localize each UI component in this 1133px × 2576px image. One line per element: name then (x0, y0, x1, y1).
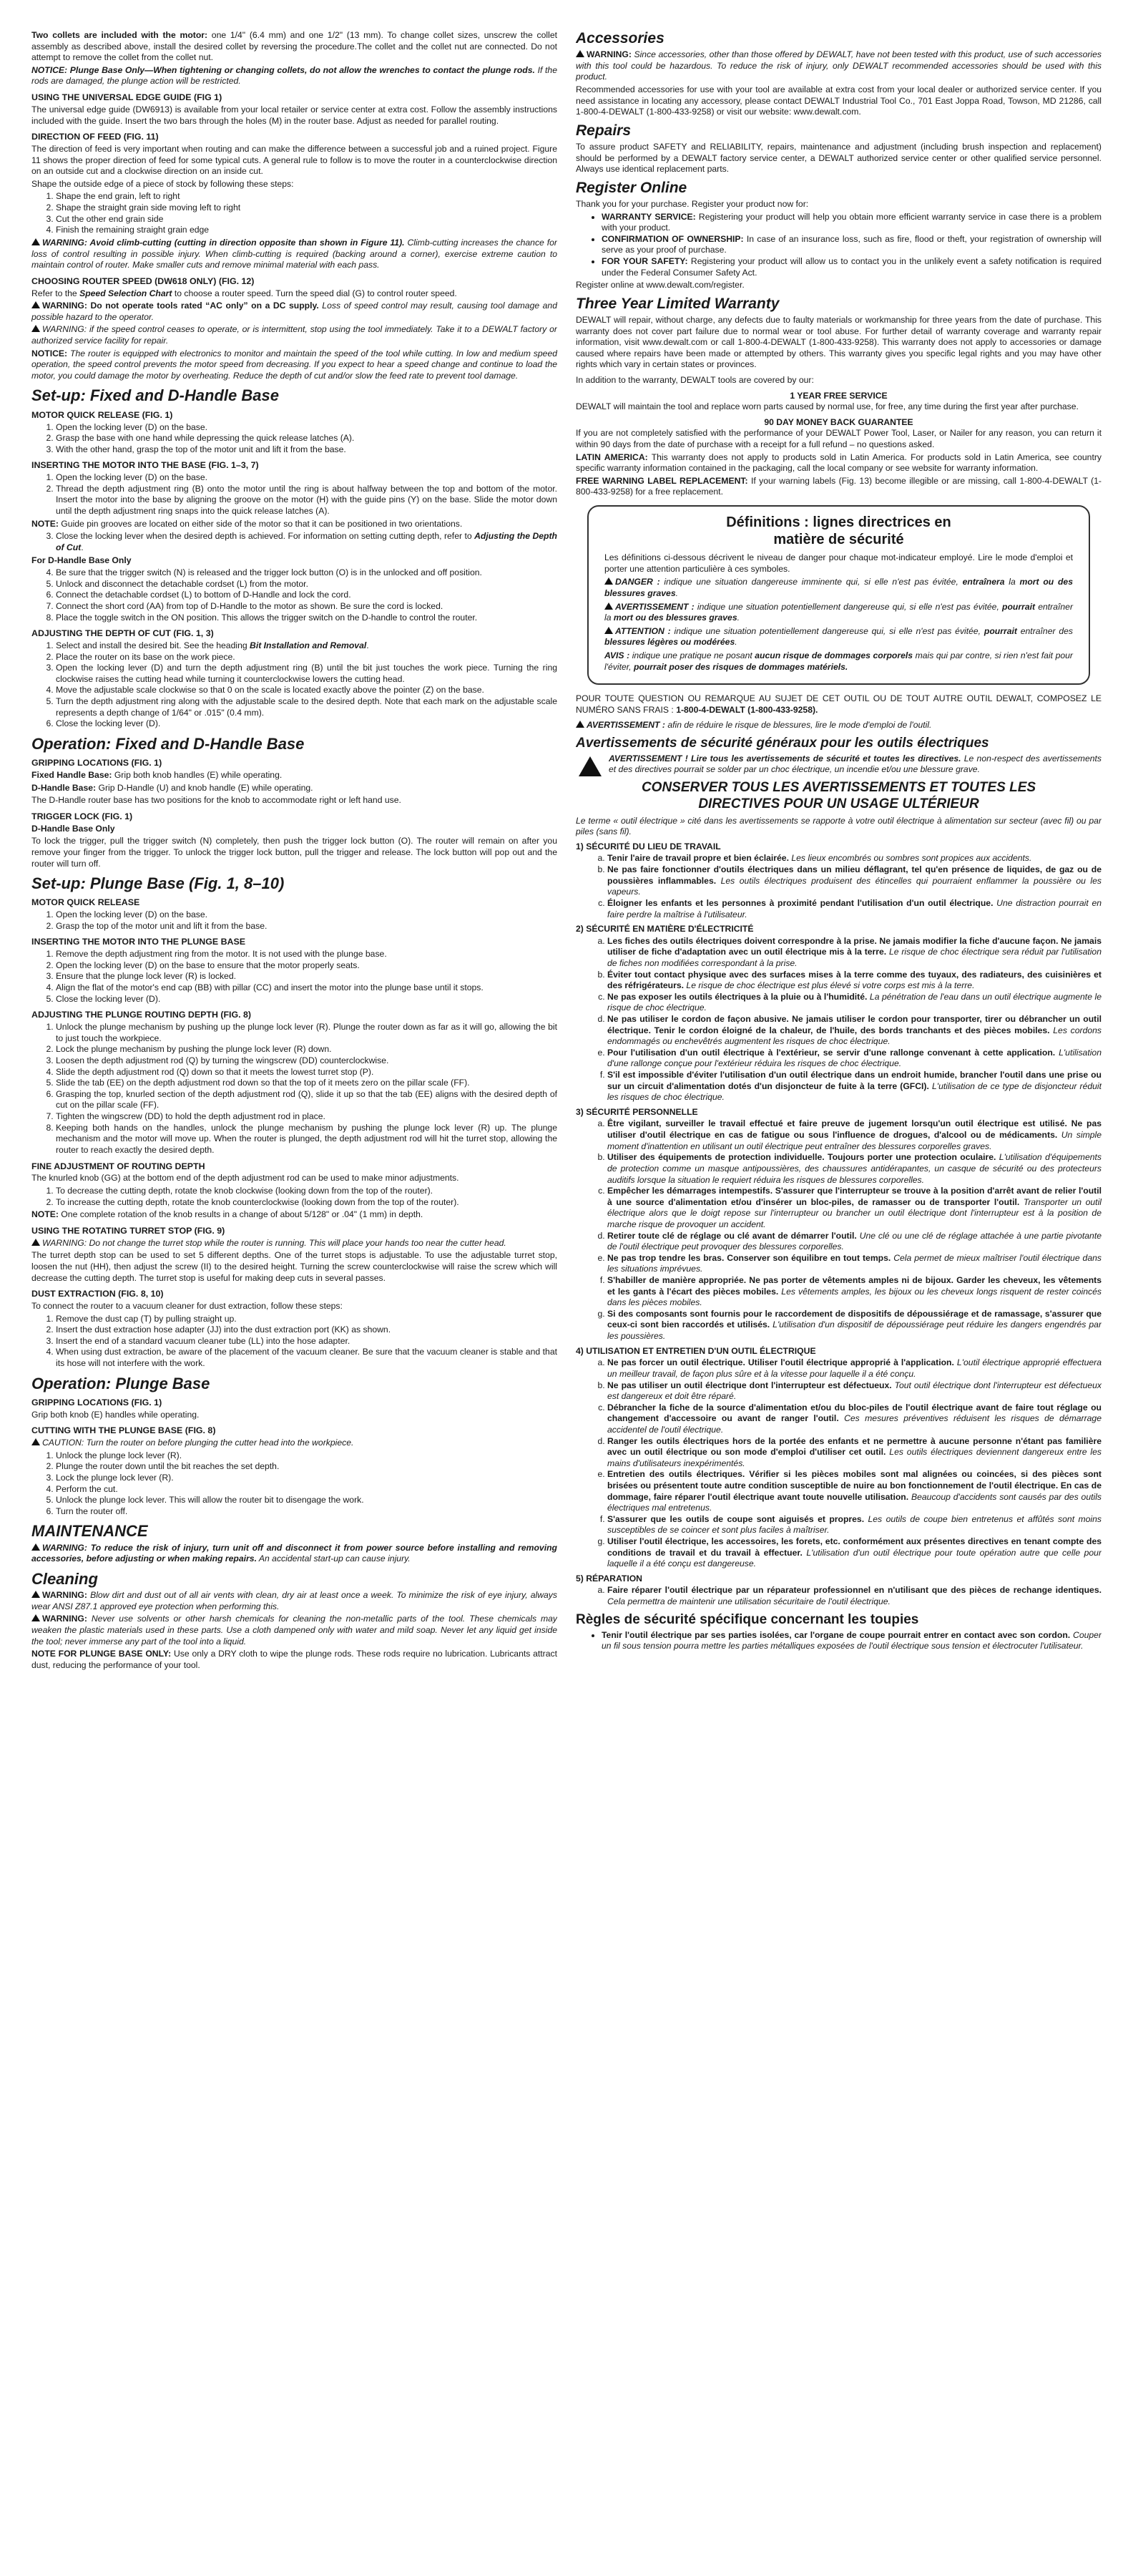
motor-release-2-heading: MOTOR QUICK RELEASE (31, 897, 140, 908)
warning-icon (604, 602, 613, 610)
warning-icon (604, 577, 613, 585)
list-item: 4. Perform the cut. (56, 1484, 557, 1496)
list-item: 2. Open the locking lever (D) on the base to ensure that the motor properly seats. (56, 960, 557, 972)
dhandle-only-label: For D-Handle Base Only (31, 555, 132, 565)
def-danger: DANGER : indique une situation dangereuse imminente qui, si elle n'est pas évitée, entraînera la mort ou des blessures graves. (604, 577, 1073, 598)
dust-text: To connect the router to a vacuum cleaner for dust extraction, follow these steps: (31, 1301, 343, 1311)
list-item: a. Faire réparer l'outil électrique par un réparateur professionnel en n'utilisant que des pièces de rechange identiques. Cela permettra de maintenir une utilisation sécuritaire de l'outil électrique. (607, 1585, 1102, 1607)
fine-adjust-heading: FINE ADJUSTMENT OF ROUTING DEPTH (31, 1161, 205, 1171)
list-item: a. Les fiches des outils électriques doivent correspondre à la prise. Ne jamais modifier la fiche d'aucune façon. Ne jamais utiliser de fiche d'adaptation avec un outil électrique mis à la terre. Le risque de choc électrique sera réduit par l'utilisation de fiches non modifiées correspondant à la prise. (607, 936, 1102, 970)
turret-warning: WARNING: Do not change the turret stop while the router is running. This will place your hands too near the cutter head. (31, 1238, 557, 1249)
caution-icon (31, 1438, 40, 1445)
list-item: • FOR YOUR SAFETY: Registering your product will allow us to contact you in the unlikely event a safety notification is required under the Federal Consumer Safety Act. (602, 256, 1102, 278)
setup-fixed-heading: Set-up: Fixed and D-Handle Base (31, 386, 279, 405)
def-caution: ATTENTION : indique une situation potentiellement dangereuse qui, si elle n'est pas évitée, pourrait entraîner des blessures légères ou modérées. (604, 625, 1073, 648)
warning-icon (579, 756, 602, 776)
list-item: b. Ne pas utiliser un outil électrique dont l'interrupteur est défectueux. Tout outil électrique dont l'interrupteur est défectueux est dangereux et doit être réparé. (607, 1380, 1102, 1402)
list-item: c. Ne pas exposer les outils électriques à la pluie ou à l'humidité. La pénétration de l'eau dans un outil électrique augmente le risque de choc électrique. (607, 992, 1102, 1014)
list-item: 3. Cut the other end grain side (56, 214, 557, 225)
list-item: e. Entretien des outils électriques. Vérifier si les pièces mobiles sont mal alignées ou coincées, si des pièces sont brisées ou présentent toute autre condition susceptible de nuire au bon fonctionnement de l'outil électrique. En cas de dommage, faire réparer l'outil électrique avant toute nouvelle utilisation. Beaucoup d'accidents sont causés par des outils électriques mal entretenus. (607, 1469, 1102, 1513)
definitions-intro: Les définitions ci-dessous décrivent le niveau de danger pour chaque mot-indicateur employé. Lire le mode d'emploi et porter une attention particulière à ces symboles. (604, 552, 1073, 574)
fr-contact: POUR TOUTE QUESTION OU REMARQUE AU SUJET DE CET OUTIL OU DE TOUT AUTRE OUTIL DEWALT, COMPOSEZ LE NUMÉRO SANS FRAIS : 1-800-4-DEWALT (1-800-433-9258). (576, 693, 1102, 715)
left-column (31, 30, 557, 2576)
grip-dhandle: D-Handle Base: Grip D-Handle (U) and knob handle (E) while operating. (31, 782, 313, 793)
list-item: 1. To decrease the cutting depth, rotate the knob clockwise (looking down from the top of the router). (56, 1186, 557, 1197)
accessories-heading: Accessories (576, 30, 664, 47)
plunge-notice: NOTICE: Plunge Base Only—When tightening or changing collets, do not allow the wrenches to contact the plunge rods. If the rods are damaged, the plunge action will be restricted. (31, 64, 557, 87)
fr-keep-instructions: CONSERVER TOUS LES AVERTISSEMENTS ET TOUTES LES DIRECTIVES POUR UN USAGE ULTÉRIEUR (641, 780, 1036, 811)
warranty-heading: Three Year Limited Warranty (576, 295, 780, 312)
label-replacement-text: FREE WARNING LABEL REPLACEMENT: If your warning labels (Fig. 13) become illegible or are missing, call 1-800-4-DEWALT (1-800-433-9258) for a free replacement. (576, 475, 1102, 497)
repairs-heading: Repairs (576, 122, 632, 139)
list-item: c. Éloigner les enfants et les personnes à proximité pendant l'utilisation d'un outil électrique. Une distraction pourrait en faire perdre la maîtrise à l'utilisateur. (607, 898, 1102, 920)
register-online: Register online at www.dewalt.com/register. (576, 280, 745, 291)
list-item: 5. Turn the depth adjustment ring along with the adjustable scale to the desired depth. Note that each mark on the adjustable scale represents a depth change of 1/64" or .015" (0.4 mm). (56, 696, 557, 718)
list-item: e. Ne pas trop tendre les bras. Conserver son équilibre en tout temps. Cela permet de mieux maîtriser l'outil électrique dans les situations imprévues. (607, 1253, 1102, 1275)
list-item: 1. Remove the depth adjustment ring from the motor. It is not used with the plunge base. (56, 949, 557, 960)
list-item: 4. When using dust extraction, be aware of the placement of the vacuum cleaner. Be sure that the vacuum cleaner is stable and that its hose will not interfere with the work. (56, 1347, 557, 1369)
motor-release-steps (31, 422, 557, 456)
edge-guide-heading: USING THE UNIVERSAL EDGE GUIDE (FIG 1) (31, 92, 222, 103)
list-item: 8. Keeping both hands on the handles, unlock the plunge mechanism by pushing the plunge lock lever (R) up. The plunge mechanism and the motor will move up. When the router is plunged, the depth adjustment rod will hit the turret stop, allowing the router to reach exactly the desired depth. (56, 1123, 557, 1156)
fr-general-warning: AVERTISSEMENT ! Lire tous les avertissements de sécurité et toutes les directives. Le non-respect des avertissements et des directives pourrait se solder par un choc électrique, un incendie et/ou une blessure grave. (576, 753, 1102, 776)
list-item: 2. Shape the straight grain side moving left to right (56, 203, 557, 214)
cutting-heading: CUTTING WITH THE PLUNGE BASE (FIG. 8) (31, 1425, 216, 1436)
fr-term: Le terme « outil électrique » cité dans les avertissements se rapporte à votre outil électrique à alimentation sur secteur (avec fil) ou par piles (sans fil). (576, 815, 1102, 837)
setup-plunge-heading: Set-up: Plunge Base (Fig. 1, 8–10) (31, 874, 285, 893)
list-item: f. S'il est impossible d'éviter l'utilisation d'un outil électrique dans un endroit humide, brancher l'outil dans une prise ou sur un circuit d'alimentation dotés d'un disjoncteur de fuite à la terre (GFCI). L'utilisation de ce type de disjoncteur réduit les risques de choc électrique. (607, 1070, 1102, 1103)
dust-steps (31, 1314, 557, 1370)
list-item: 2. Grasp the base with one hand while depressing the quick release latches (A). (56, 433, 557, 444)
warning-icon (31, 238, 40, 245)
fr-router-rules-heading: Règles de sécurité spécifique concernant les toupies (576, 1611, 919, 1627)
register-heading: Register Online (576, 179, 687, 196)
list-item: f. S'assurer que les outils de coupe sont aiguisés et propres. Les outils de coupe bien entretenus et affûtés sont moins susceptibles de se coincer et sont plus faciles à maîtriser. (607, 1514, 1102, 1536)
speed-heading: CHOOSING ROUTER SPEED (DW618 ONLY) (FIG. 12) (31, 275, 255, 286)
cleaning-note: NOTE FOR PLUNGE BASE ONLY: Use only a DRY cloth to wipe the plunge rods. These rods require no lubrication. Lubricants attract dust, reducing the performance of your tool. (31, 1649, 557, 1670)
list-item: 1. Shape the end grain, left to right (56, 191, 557, 203)
trigger-sub: D-Handle Base Only (31, 823, 115, 834)
insert-plunge-heading: INSERTING THE MOTOR INTO THE PLUNGE BASE (31, 937, 246, 947)
list-item: a. Ne pas forcer un outil électrique. Utiliser l'outil électrique approprié à l'application. L'outil électrique approprié effectuera un meilleur travail, de façon plus sûre et à la vitesse pour laquelle il a été conçu. (607, 1357, 1102, 1380)
feed-heading: DIRECTION OF FEED (FIG. 11) (31, 132, 159, 142)
list-item: 1. Unlock the plunge mechanism by pushing up the plunge lock lever (R). Plunge the router down as far as it will go, allowing the bit to just touch the workpiece. (56, 1022, 557, 1044)
plunge-depth-steps (31, 1022, 557, 1156)
list-item: 2. Plunge the router down until the bit reaches the set depth. (56, 1461, 557, 1473)
list-item: 2. Insert the dust extraction hose adapter (JJ) into the dust extraction port (KK) as shown. (56, 1324, 557, 1336)
list-item: d. Ne pas utiliser le cordon de façon abusive. Ne jamais utiliser le cordon pour transporter, tirer ou débrancher un outil électrique. Tenir le cordon éloigné de la chaleur, de l'huile, des bords tranchants et des pièces mobiles. Les cordons endommagés ou enchevêtrés augmentent les risques de choc électrique. (607, 1014, 1102, 1048)
fr-s3-list (576, 1118, 1102, 1342)
cleaning-warning-2: WARNING: Never use solvents or other harsh chemicals for cleaning the non-metallic parts of the tool. These chemicals may weaken the plastic materials used in these parts. Use a cloth dampened only with water and mild soap. Never let any liquid get inside the tool; never immerse any part of the tool into a liquid. (31, 1614, 557, 1646)
register-list (576, 212, 1102, 279)
list-item: g. Utiliser l'outil électrique, les accessoires, les forets, etc. conformément aux présentes directives en tenant compte des conditions de travail et du travail à effectuer. L'utilisation d'un outil électrique pour toute opération autre que celle pour laquelle il a été conçu est dangereuse. (607, 1536, 1102, 1570)
list-item: • WARRANTY SERVICE: Registering your product will help you obtain more efficient warranty service in case there is a problem with your product. (602, 212, 1102, 234)
free-service-heading: 1 YEAR FREE SERVICE (790, 390, 888, 401)
list-item: 3. With the other hand, grasp the top of the motor unit and lift it from the base. (56, 444, 557, 456)
grip-fixed: Fixed Handle Base: Grip both knob handles (E) while operating. (31, 769, 283, 780)
list-item: 8. Place the toggle switch in the ON position. This allows the trigger switch on the D-handle to control the router. (56, 613, 557, 624)
feed-steps (31, 191, 557, 235)
money-back-text: If you are not completely satisfied with the performance of your DEWALT Power Tool, Laser, or Nailer for any reason, you can return it within 90 days from the date of purchase with a receipt for a full refund – no questions asked. (576, 428, 1102, 450)
fine-adjust-steps (31, 1186, 557, 1208)
list-item: 1. Unlock the plunge lock lever (R). (56, 1450, 557, 1462)
insert-motor-steps (31, 472, 557, 517)
fr-read-manual: AVERTISSEMENT : afin de réduire le risque de blessures, lire le mode d'emploi de l'outil. (576, 720, 1102, 731)
fine-adjust-text: The knurled knob (GG) at the bottom end of the depth adjustment rod can be used to make minor adjustments. (31, 1173, 459, 1184)
gripping-2-heading: GRIPPING LOCATIONS (FIG. 1) (31, 1397, 162, 1407)
list-item: 1. Remove the dust cap (T) by pulling straight up. (56, 1314, 557, 1325)
fr-s4-heading: 4) UTILISATION ET ENTRETIEN D'UN OUTIL ÉLECTRIQUE (576, 1345, 816, 1356)
maintenance-warning: WARNING: To reduce the risk of injury, turn unit off and disconnect it from power source before installing and removing accessories, before adjusting or when making repairs. An accidental start-up can cause injury. (31, 1542, 557, 1564)
fr-s2-heading: 2) SÉCURITÉ EN MATIÈRE D'ÉLECTRICITÉ (576, 924, 754, 935)
cutting-steps (31, 1450, 557, 1518)
list-item: e. Pour l'utilisation d'un outil électrique à l'extérieur, se servir d'une rallonge convenant à cette application. L'utilisation d'une rallonge conçue pour l'extérieur réduira les risques de choc électrique. (607, 1048, 1102, 1070)
list-item: 2. To increase the cutting depth, rotate the knob counterclockwise (looking down from the top of the router). (56, 1197, 557, 1209)
speed-text: Refer to the Speed Selection Chart to choose a router speed. Turn the speed dial (G) to control router speed. (31, 288, 457, 298)
list-item: 2. Grasp the top of the motor unit and lift it from the base. (56, 921, 557, 932)
accessories-text: Recommended accessories for use with your tool are available at extra cost from your local dealer or authorized service center. If you need assistance in locating any accessory, please contact DEWALT Industrial Tool Co., 701 East Joppa Road, Towson, MD 21286, call 1-800-4-DEWALT (1-800-433-9258) or visit our website: www.dewalt.com. (576, 84, 1102, 117)
fr-s4-list (576, 1357, 1102, 1570)
depth-steps (31, 640, 557, 730)
motor-release-heading: MOTOR QUICK RELEASE (FIG. 1) (31, 409, 173, 420)
warranty-text: DEWALT will repair, without charge, any defects due to faulty materials or workmanship for three years from the date of purchase. This warranty does not cover part failure due to normal wear or tool abuse. For further detail of warranty coverage and warranty repair information, visit www.dewalt.com or call 1-800-4-DEWALT (1-800-433-9258). This warranty does not apply to accessories or damage caused where repairs have been made or attempted by others. This warranty gives you specific legal rights and you may have other rights which vary in certain states or provinces. (576, 314, 1102, 370)
maintenance-heading: MAINTENANCE (31, 1522, 148, 1541)
list-item: g. Si des composants sont fournis pour le raccordement de dispositifs de dépoussiérage et de ramassage, s'assurer que ceux-ci sont bien raccordés et utilisés. L'utilisation d'un dispositif de dépoussiérage peut réduire les dangers engendrés par les poussières. (607, 1309, 1102, 1342)
fr-s5-heading: 5) RÉPARATION (576, 1573, 642, 1584)
register-text: Thank you for your purchase. Register your product now for: (576, 198, 809, 209)
warning-icon (31, 325, 40, 332)
list-item: c. Empêcher les démarrages intempestifs. S'assurer que l'interrupteur se trouve à la position d'arrêt avant de relier l'outil à une source d'alimentation et/ou d'insérer un bloc-piles, de ramasser ou de transporter l'outil. Transporter un outil électrique alors que le doigt repose sur l'interrupteur ou brancher un outil électrique dont l'interrupteur est à la position de marche risque de provoquer un accident. (607, 1186, 1102, 1230)
list-item: 2. Lock the plunge mechanism by pushing the plunge lock lever (R) down. (56, 1044, 557, 1055)
fr-s2-list (576, 936, 1102, 1103)
warning-icon (31, 1591, 40, 1598)
free-service-text: DEWALT will maintain the tool and replace worn parts caused by normal use, for free, any time during the first year after purchase. (576, 401, 1079, 412)
operation-fixed-heading: Operation: Fixed and D-Handle Base (31, 734, 305, 753)
insert-motor-heading: INSERTING THE MOTOR INTO THE BASE (FIG. 1–3, 7) (31, 460, 259, 471)
list-item: a. Tenir l'aire de travail propre et bien éclairée. Les lieux encombrés ou sombres sont propices aux accidents. (607, 853, 1102, 864)
repairs-text: To assure product SAFETY and RELIABILITY, repairs, maintenance and adjustment (including brush inspection and replacement) should be performed by a DEWALT factory service center, a DEWALT authorized service center or other qualified service personnel. Always use identical replacement parts. (576, 141, 1102, 175)
definitions-title: Définitions : lignes directrices en matière de sécurité (726, 514, 951, 548)
gripping-heading: GRIPPING LOCATIONS (FIG. 1) (31, 758, 162, 769)
def-warning: AVERTISSEMENT : indique une situation potentiellement dangereuse qui, si elle n'est pas évitée, pourrait entraîner la mort ou des blessures graves. (604, 601, 1073, 623)
warning-icon (31, 1614, 40, 1621)
list-item: 6. Close the locking lever (D). (56, 718, 557, 730)
list-item: b. Ne pas faire fonctionner d'outils électriques dans un milieu déflagrant, tel qu'en présence de liquides, de gaz ou de poussières inflammables. Les outils électriques produisent des étincelles qui pourraient enflammer la poussière ou les vapeurs. (607, 864, 1102, 898)
insert-motor-step-3 (31, 531, 557, 553)
warning-icon (604, 627, 613, 634)
fr-s3-heading: 3) SÉCURITÉ PERSONNELLE (576, 1106, 698, 1117)
list-item: 6. Grasping the top, knurled section of the depth adjustment rod (Q), slide it up so that the tab (EE) aligns with the desired depth of cut on the pillar scale (FF). (56, 1089, 557, 1111)
list-item: c. Débrancher la fiche de la source d'alimentation et/ou du bloc-piles de l'outil électrique avant de faire tout réglage ou changement d'accessoire ou avant de ranger l'outil. Ces mesures préventives réduisent les risques de démarrage accidentel de l'outil électrique. (607, 1402, 1102, 1436)
list-item: a. Être vigilant, surveiller le travail effectué et faire preuve de jugement lorsqu'un outil électrique est utilisé. Ne pas utiliser d'outil électrique en cas de fatigue ou sous l'influence de drogues, d'alcool ou de médicaments. Un simple moment d'inattention en utilisant un outil électrique peut entraîner des blessures corporelles graves. (607, 1118, 1102, 1152)
speed-warning-2: WARNING: if the speed control ceases to operate, or is intermittent, stop using the tool immediately. Take it to a DEWALT factory or authorized service facility for repair. (31, 324, 557, 346)
list-item: 4. Finish the remaining straight grain edge (56, 225, 557, 236)
list-item: b. Utiliser des équipements de protection individuelle. Toujours porter une protection oculaire. L'utilisation d'équipements de protection comme un masque antipoussières, des chaussures antidérapantes, un casque de sécurité ou des protecteurs auditifs lorsque la situation le requiert réduira les risques de blessures corporelles. (607, 1152, 1102, 1186)
list-item: 4. Move the adjustable scale clockwise so that 0 on the scale is located exactly above the pointer (Z) on the base. (56, 685, 557, 696)
insert-plunge-steps (31, 949, 557, 1005)
list-item: 6. Turn the router off. (56, 1506, 557, 1518)
warranty-text-2: In addition to the warranty, DEWALT tools are covered by our: (576, 374, 814, 385)
list-item: 4. Align the flat of the motor's end cap (BB) with pillar (CC) and insert the motor into the plunge base until it stops. (56, 982, 557, 994)
fr-router-rules-list (576, 1630, 1102, 1652)
list-item: 2. Thread the depth adjustment ring (B) onto the motor until the ring is about halfway between the top and bottom of the motor. Insert the motor into the base by aligning the groove on the motor (H) with the guide pins (Y) on the base. Slide the motor down until the depth adjustment ring snaps into the quick release latches (A). (56, 484, 557, 517)
insert-note: NOTE: Guide pin grooves are located on either side of the motor so that it can be positioned in two orientations. (31, 518, 463, 529)
warning-icon (31, 1239, 40, 1246)
list-item: 3. Close the locking lever when the desired depth is achieved. For information on setting cutting depth, refer to Adjusting the Depth of Cut. (56, 531, 557, 553)
collets-paragraph: Two collets are included with the motor: one 1/4" (6.4 mm) and one 1/2" (13 mm). To change collet sizes, unscrew the collet assembly as described above, install the desired collet by reversing the procedure.The collet and the collet nut are connected. Do not attempt to remove the collet from the collet nut. (31, 30, 557, 63)
warning-icon (31, 301, 40, 308)
right-column (576, 30, 1102, 2576)
list-item: b. Éviter tout contact physique avec des surfaces mises à la terre comme des tuyaux, des radiateurs, des cuisinières et des réfrigérateurs. Le risque de choc électrique est plus élevé si votre corps est mis à la terre. (607, 970, 1102, 992)
cutting-caution: CAUTION: Turn the router on before plunging the cutter head into the workpiece. (31, 1438, 557, 1449)
list-item: 5. Unlock the plunge lock lever. This will allow the router bit to disengage the work. (56, 1495, 557, 1506)
operation-plunge-heading: Operation: Plunge Base (31, 1374, 210, 1392)
list-item: 3. Ensure that the plunge lock lever (R) is locked. (56, 971, 557, 982)
grip-2-text: Grip both knob (E) handles while operating. (31, 1409, 200, 1420)
edge-guide-text: The universal edge guide (DW6913) is available from your local retailer or service center at extra cost. Follow the assembly instructions included with the guide. Insert the two bars through the holes (M) in the router base. Adjust as needed for parallel routing. (31, 104, 557, 126)
fr-s1-heading: 1) SÉCURITÉ DU LIEU DE TRAVAIL (576, 841, 721, 852)
dust-heading: DUST EXTRACTION (FIG. 8, 10) (31, 1289, 164, 1299)
accessories-warning: WARNING: Since accessories, other than those offered by DEWALT, have not been tested with this product, use of such accessories with this tool could be hazardous. To reduce the risk of injury, only DEWALT recommended accessories should be used with this product. (576, 49, 1102, 82)
turret-text: The turret depth stop can be used to set 5 different depths. One of the turret stops is adjustable. To use the adjustable turret stop, loosen the nut (HH), then adjust the screw (II) to the desired height. Turning the screw counterclockwise will raise the screw which will decrease the cutting depth. The turret stop is useful for making deep cuts in several passes. (31, 1250, 557, 1283)
list-item: 5. Slide the tab (EE) on the depth adjustment rod down so that the top of it meets zero on the pillar scale (FF). (56, 1078, 557, 1089)
list-item: 5. Unlock and disconnect the detachable cordset (L) from the motor. (56, 579, 557, 590)
speed-notice: NOTICE: The router is equipped with electronics to monitor and maintain the speed of the tool while cutting. In low and medium speed operation, the speed control prevents the motor speed from decreasing. If you expect to hear a speed change and continue to load the motor, you could damage the motor by overheating. Reduce the depth of cut and/or slow the feed rate to prevent tool damage. (31, 348, 557, 381)
fr-s5-list (576, 1585, 1102, 1607)
depth-heading: ADJUSTING THE DEPTH OF CUT (FIG. 1, 3) (31, 628, 214, 639)
list-item: 2. Place the router on its base on the work piece. (56, 652, 557, 663)
list-item: 4. Slide the depth adjustment rod (Q) down so that it meets the lowest turret stop (P). (56, 1067, 557, 1078)
cleaning-warning-1: WARNING: Blow dirt and dust out of all air vents with clean, dry air at least once a week. To minimize the risk of eye injury, always wear ANSI Z87.1 approved eye protection when performing this. (31, 1590, 557, 1611)
fine-adjust-note: NOTE: One complete rotation of the knob results in a change of about 5/128" or .04" (1 mm) in depth. (31, 1209, 423, 1220)
list-item: 5. Close the locking lever (D). (56, 994, 557, 1005)
list-item: 4. Be sure that the trigger switch (N) is released and the trigger lock button (O) is in the unlocked and off position. (56, 567, 557, 579)
list-item: 3. Insert the end of a standard vacuum cleaner tube (LL) into the hose adapter. (56, 1336, 557, 1347)
list-item: • CONFIRMATION OF OWNERSHIP: In case of an insurance loss, such as fire, flood or theft, your registration of ownership will serve as your proof of purchase. (602, 234, 1102, 256)
turret-heading: USING THE ROTATING TURRET STOP (FIG. 9) (31, 1225, 225, 1236)
list-item: d. Retirer toute clé de réglage ou clé avant de démarrer l'outil. Une clé ou une clé de réglage attachée à une partie pivotante de l'outil électrique peut provoquer des blessures corporelles. (607, 1231, 1102, 1253)
climb-cut-warning: WARNING: Avoid climb-cutting (cutting in direction opposite than shown in Figure 11). Climb-cutting increases the chance for loss of control resulting in possible injury. When climb-cutting is required (backing around a corner), exercise extreme caution to maintain control of router. Make smaller cuts and remove minimal material with each pass. (31, 237, 557, 270)
list-item: 3. Open the locking lever (D) and turn the depth adjustment ring (B) until the bit just touches the work piece. Turning the ring clockwise raises the cutting head while turning it counterclockwise lowers the cutting head. (56, 663, 557, 685)
list-item: 7. Connect the short cord (AA) from top of D-Handle to the motor as shown. Be sure the cord is locked. (56, 601, 557, 613)
warning-icon (576, 50, 584, 57)
fr-s1-list (576, 853, 1102, 920)
trigger-text: To lock the trigger, pull the trigger switch (N) completely, then push the trigger lock button (O). The router will remain on after you remove your finger from the trigger. To unlock the trigger lock button, pull the trigger and release. The lock button will pop out and the router will turn off. (31, 836, 557, 869)
money-back-heading: 90 DAY MONEY BACK GUARANTEE (764, 416, 913, 427)
list-item: d. Ranger les outils électriques hors de la portée des enfants et ne permettre à aucune personne n'étant pas familière avec un outil électrique ou son mode d'emploi d'utiliser cet outil. Les outils électriques deviennent dangereux entre les mains d'utilisateurs inexpérimentés. (607, 1436, 1102, 1470)
list-item: 1. Open the locking lever (D) on the base. (56, 472, 557, 484)
list-item: 1. Open the locking lever (D) on the base. (56, 909, 557, 921)
list-item: f. S'habiller de manière appropriée. Ne pas porter de vêtements amples ni de bijoux. Garder les cheveux, les vêtements et les gants à l'écart des pièces mobiles. Les vêtements amples, les bijoux ou les cheveux longs risquent de rester coincés dans les pièces mobiles. (607, 1275, 1102, 1309)
feed-text-2: Shape the outside edge of a piece of stock by following these steps: (31, 178, 294, 189)
motor-release-2-steps (31, 909, 557, 932)
cleaning-heading: Cleaning (31, 1569, 98, 1588)
list-item: 6. Connect the detachable cordset (L) to bottom of D-Handle and lock the cord. (56, 590, 557, 601)
list-item: 7. Tighten the wingscrew (DD) to hold the depth adjustment rod in place. (56, 1111, 557, 1123)
grip-text: The D-Handle router base has two positions for the knob to accommodate right or left hand use. (31, 795, 401, 806)
warning-icon (576, 721, 584, 728)
list-item: 3. Loosen the depth adjustment rod (Q) by turning the wingscrew (DD) counterclockwise. (56, 1055, 557, 1067)
fr-general-heading: Avertissements de sécurité généraux pour les outils électriques (576, 735, 989, 751)
latin-america-text: LATIN AMERICA: This warranty does not apply to products sold in Latin America. For products sold in Latin America, see country specific warranty information contained in the packaging, call the local company or see website for warranty information. (576, 452, 1102, 474)
trigger-lock-heading: TRIGGER LOCK (FIG. 1) (31, 811, 133, 821)
def-notice: AVIS : indique une pratique ne posant aucun risque de dommages corporels mais qui par contre, si rien n'est fait pour l'éviter, pourrait poser des risques de dommages matériels. (604, 650, 1073, 672)
warning-icon (31, 1543, 40, 1551)
definitions-box (587, 505, 1090, 685)
plunge-depth-heading: ADJUSTING THE PLUNGE ROUTING DEPTH (FIG. 8) (31, 1010, 252, 1020)
list-item: 3. Lock the plunge lock lever (R). (56, 1473, 557, 1484)
dhandle-steps (31, 567, 557, 623)
list-item: 1. Open the locking lever (D) on the base. (56, 422, 557, 434)
feed-text: The direction of feed is very important when routing and can make the difference between a successful job and a ruined project. Figure 11 shows the proper direction of feed for some typical cuts. A general rule to follow is to move the router in a counterclockwise direction on an outside cut and a clockwise direction on an inside cut. (31, 144, 557, 177)
list-item: • Tenir l'outil électrique par ses parties isolées, car l'organe de coupe pourrait entrer en contact avec son cordon. Couper un fil sous tension pourra mettre les parties métalliques exposées de l'outil électrique sous tension et électrocuter l'utilisateur. (602, 1630, 1102, 1652)
speed-warning-1: WARNING: Do not operate tools rated “AC only” on a DC supply. Loss of speed control may result, causing tool damage and possible hazard to the operator. (31, 301, 557, 322)
list-item: 1. Select and install the desired bit. See the heading Bit Installation and Removal. (56, 640, 557, 652)
